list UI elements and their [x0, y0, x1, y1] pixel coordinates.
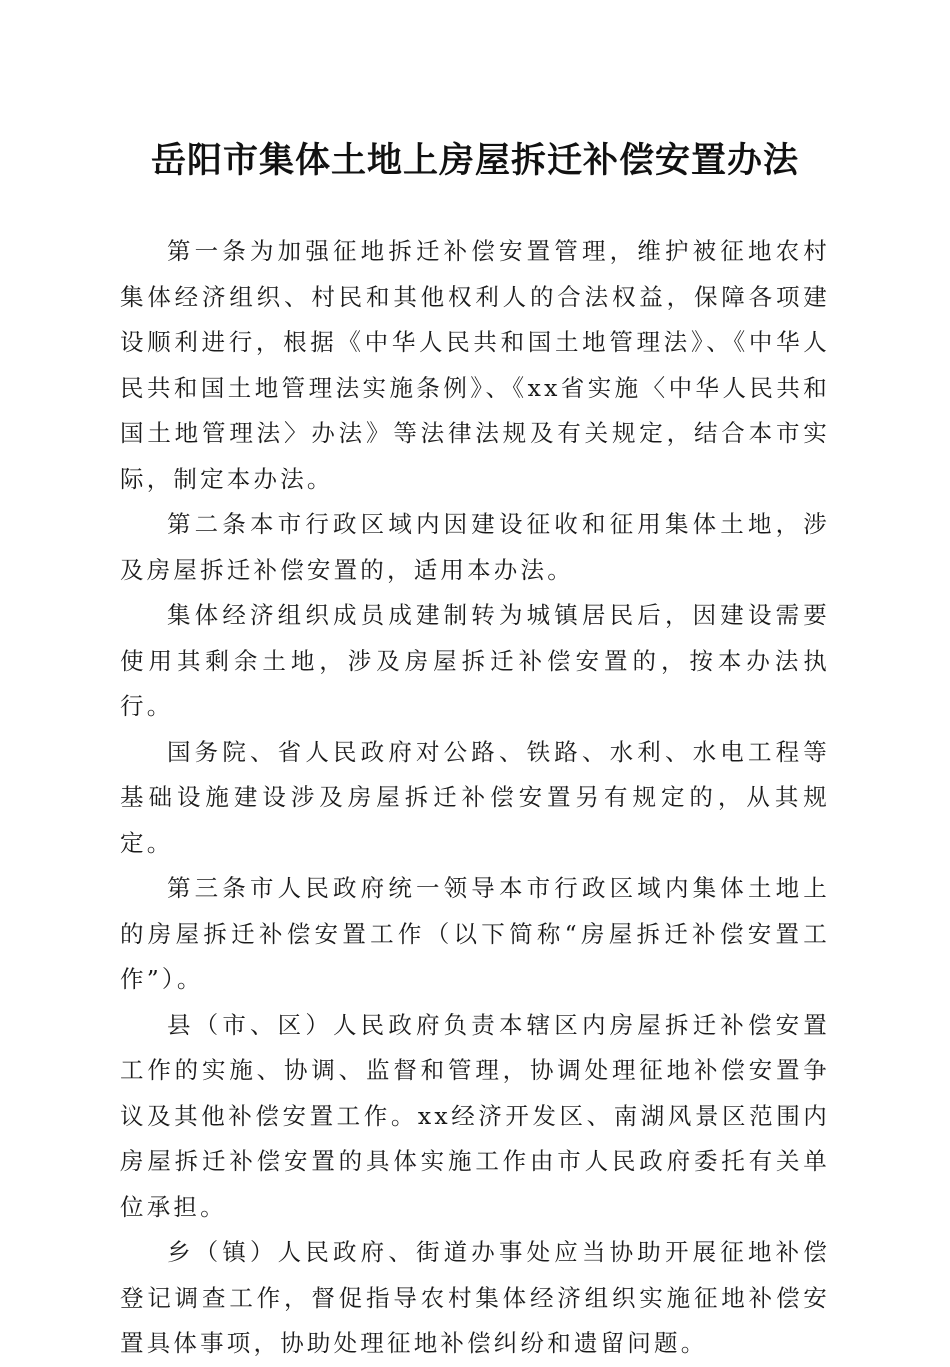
document-title: 岳阳市集体土地上房屋拆迁补偿安置办法 — [150, 140, 799, 181]
paragraph-article-2-clause-2: 集体经济组织成员成建制转为城镇居民后，因建设需要使用其剩余土地，涉及房屋拆迁补偿安置的，按本办法执行。 — [120, 601, 830, 720]
paragraph-article-1: 第一条为加强征地拆迁补偿安置管理，维护被征地农村集体经济组织、村民和其他权利人的合法权益，保障各项建设顺利进行，根据《中华人民共和国土地管理法》、《中华人民共和国土地管理法实施条例》、《xx省实施〈中华人民共和国土地管理法〉办法》等法律法规及有关规定，结合本市实际，制定本办法。 — [120, 237, 830, 493]
document-body — [120, 229, 830, 1367]
paragraph-article-3-clause-2: 县（市、区）人民政府负责本辖区内房屋拆迁补偿安置工作的实施、协调、监督和管理，协调处理征地补偿安置争议及其他补偿安置工作。xx经济开发区、南湖风景区范围内房屋拆迁补偿安置的具体实施工作由市人民政府委托有关单位承担。 — [120, 1010, 830, 1221]
paragraph-article-2-clause-3: 国务院、省人民政府对公路、铁路、水利、水电工程等基础设施建设涉及房屋拆迁补偿安置另有规定的，从其规定。 — [120, 737, 830, 857]
paragraph-article-3-clause-3: 乡（镇）人民政府、街道办事处应当协助开展征地补偿登记调查工作，督促指导农村集体经济组织实施征地补偿安置具体事项，协助处理征地补偿纠纷和遗留问题。 — [120, 1238, 830, 1357]
paragraph-article-2: 第二条本市行政区域内因建设征收和征用集体土地，涉及房屋拆迁补偿安置的，适用本办法。 — [120, 510, 830, 584]
paragraph-article-3: 第三条市人民政府统一领导本市行政区域内集体土地上的房屋拆迁补偿安置工作（以下简称“房屋拆迁补偿安置工作”）。 — [120, 874, 830, 993]
